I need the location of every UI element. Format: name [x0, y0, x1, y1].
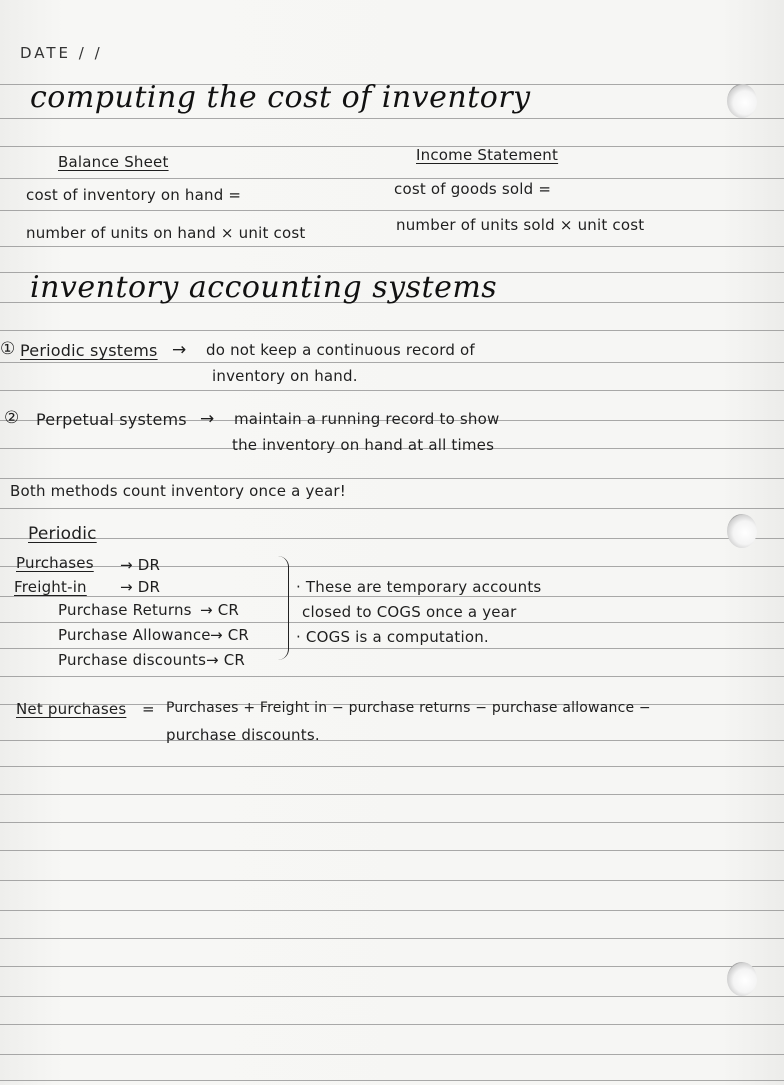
- entry-label: Purchase Returns: [58, 601, 192, 619]
- periodic-systems-desc-1: do not keep a continuous record of: [206, 341, 475, 359]
- net-purchases-formula-2: purchase discounts.: [166, 726, 320, 744]
- entry-label: Purchase discounts: [58, 651, 207, 669]
- item-number-2: ②: [4, 408, 20, 428]
- arrow-icon: →: [200, 409, 215, 429]
- date-label: DATE / /: [20, 44, 103, 62]
- balance-sheet-line2: number of units on hand × unit cost: [26, 224, 306, 242]
- periodic-note-3: · COGS is a computation.: [296, 628, 489, 646]
- binder-hole: [727, 514, 757, 548]
- perpetual-systems-label: Perpetual systems: [36, 410, 187, 429]
- periodic-note-1: · These are temporary accounts: [296, 578, 542, 596]
- entry-value: → CR: [210, 626, 250, 644]
- entry-value: → CR: [206, 651, 246, 669]
- balance-sheet-heading: Balance Sheet: [58, 153, 169, 171]
- net-purchases-label: Net purchases: [16, 700, 127, 718]
- periodic-systems-label: Periodic systems: [20, 341, 158, 360]
- periodic-note-2: closed to COGS once a year: [302, 603, 517, 621]
- perpetual-systems-desc-2: the inventory on hand at all times: [232, 436, 495, 454]
- net-purchases-formula-1: Purchases + Freight in − purchase returns − purchase allowance −: [166, 700, 651, 716]
- periodic-heading: Periodic: [28, 524, 97, 544]
- income-statement-line2: number of units sold × unit cost: [396, 216, 645, 234]
- page-title: computing the cost of inventory: [30, 80, 531, 115]
- entry-value: → DR: [120, 578, 161, 596]
- binder-hole: [727, 962, 757, 996]
- both-methods-note: Both methods count inventory once a year!: [10, 482, 346, 500]
- equals-sign: =: [142, 700, 155, 718]
- income-statement-heading: Income Statement: [416, 146, 559, 164]
- entry-value: → CR: [200, 601, 240, 619]
- curly-brace: [278, 556, 289, 660]
- perpetual-systems-desc-1: maintain a running record to show: [234, 410, 500, 428]
- entry-value: → DR: [120, 556, 161, 574]
- balance-sheet-line1: cost of inventory on hand =: [26, 186, 242, 204]
- entry-label: Purchases: [16, 554, 94, 572]
- section-title: inventory accounting systems: [30, 270, 498, 305]
- binder-hole: [727, 84, 757, 118]
- entry-label: Purchase Allowance: [58, 626, 211, 644]
- periodic-systems-desc-2: inventory on hand.: [212, 367, 358, 385]
- entry-label: Freight-in: [14, 578, 87, 596]
- arrow-icon: →: [172, 340, 187, 360]
- item-number-1: ①: [0, 339, 16, 359]
- income-statement-line1: cost of goods sold =: [394, 180, 552, 198]
